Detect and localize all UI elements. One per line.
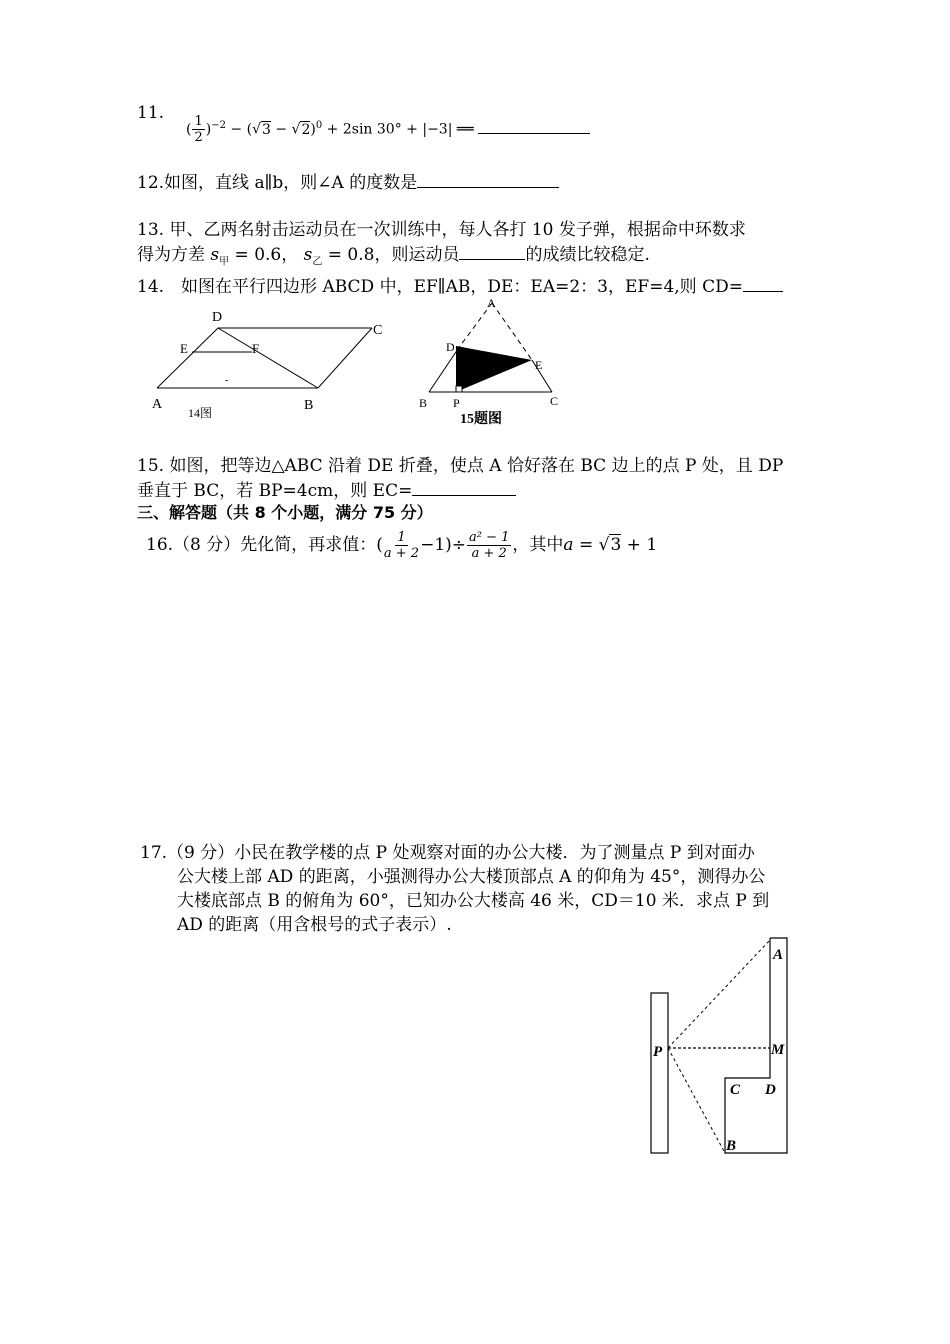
fig17-label-a: A [773, 947, 784, 963]
q15-line2: 垂直于 BC，若 BP=4cm，则 EC= [137, 476, 516, 501]
q16-sqrt3: 3 [610, 535, 622, 555]
figure-15 [412, 295, 572, 435]
fig17-label-c: C [730, 1082, 741, 1098]
fig14-label-b: B [304, 398, 314, 413]
fig14-dot: - [225, 375, 229, 386]
figure-14 [140, 300, 400, 430]
fig14-side-bc [318, 328, 372, 388]
q14-text: 14. 如图在平行四边形 ABCD 中，EF∥AB，DE：EA=2：3，EF=4,则 CD= [137, 272, 783, 297]
q12-text: 12.如图，直线 a∥b，则∠A 的度数是 [137, 168, 559, 193]
q17-line4: AD 的距离（用含根号的式子表示）. [177, 915, 452, 935]
fig14-label-a: A [152, 397, 163, 412]
fig14-side-ad [157, 328, 218, 388]
fig15-folded-triangle [456, 346, 532, 392]
q17-line2: 公大楼上部 AD 的距离，小强测得办公大楼顶部点 A 的仰角为 45°，测得办公 [177, 867, 766, 887]
q11-sqrt2: 2 [301, 121, 311, 138]
fig17-label-p: P [653, 1044, 663, 1060]
q11-number: 11. [137, 103, 165, 123]
fig15-label-b: B [419, 396, 428, 410]
q11-answer-blank[interactable] [478, 133, 590, 134]
fig17-label-m: M [771, 1042, 785, 1058]
fig14-label-d: D [212, 310, 223, 325]
q16-fraction-2: $\frac{\text{a² − 1}}{a + 2}$ [469, 530, 510, 561]
q13-answer-blank[interactable] [459, 259, 525, 260]
variance-symbol: s [210, 245, 220, 265]
fig14-label-e: E [180, 341, 188, 356]
q15-line1: 15. 如图，把等边△ABC 沿着 DE 折叠，使点 A 恰好落在 BC 边上的点 P 处，且 DP [137, 456, 784, 476]
q11-half-fraction: $\frac{1}{2}$ [194, 114, 203, 145]
fig14-db [218, 328, 318, 388]
section-3-title: 三、解答题（共 8 个小题，满分 75 分） [137, 503, 433, 522]
q11-exponent: −2 [211, 119, 226, 131]
fig15-label-a: A [487, 296, 496, 310]
fig15-right-angle-mark [456, 386, 462, 392]
q11-paren: ( [186, 121, 192, 138]
fig17-teaching-building [651, 993, 668, 1153]
q16-text: 16.（8 分）先化简，再求值：( $\frac{1}{a + 2}$ −1)÷ $\frac{\text{a² − 1}}{a + 2}$ ，其中a = √3 + 1 [146, 530, 658, 561]
q16-fraction-1: $\frac{1}{a + 2}$ [383, 530, 420, 561]
fig14-caption: 14图 [188, 406, 213, 420]
fig15-caption: 15题图 [460, 412, 502, 427]
fig15-side-ac-dashed [492, 303, 532, 360]
q14-answer-blank[interactable] [743, 291, 783, 292]
q12-answer-blank[interactable] [417, 187, 559, 188]
fig14-label-f: F [252, 341, 260, 356]
figure-17 [640, 930, 810, 1165]
fig15-label-e: E [535, 358, 543, 372]
q11-sqrt3: 3 [261, 121, 271, 138]
fig15-side-db [429, 346, 460, 392]
q13-line2: 得为方差 $s_甲 = 0.6$， $s_乙 = 0.8$，则运动员 的成绩比较稳定. [137, 245, 650, 268]
fig17-label-d: D [765, 1082, 776, 1098]
q15-answer-blank[interactable] [412, 495, 516, 496]
fig17-sightline-pa [668, 940, 770, 1048]
fig17-sightline-pb [668, 1048, 725, 1153]
fig15-label-c: C [550, 394, 559, 408]
q17-line3: 大楼底部点 B 的俯角为 60°，已知办公大楼高 46 米，CD＝10 米．求点 P 到 [177, 891, 770, 911]
fig15-label-p: P [453, 396, 460, 410]
fig14-label-c: C [373, 323, 383, 338]
q11-expression: ( $\frac{1}{2}$ )$^{-2} - (√3 - √2)^0 + 2\sin$ 30° + |−3| ══ [186, 114, 590, 145]
fig15-label-d: D [446, 340, 455, 354]
fig17-label-b: B [726, 1138, 737, 1154]
q13-line1: 13. 甲、乙两名射击运动员在一次训练中，每人各打 10 发子弹，根据命中环数求 [137, 220, 746, 240]
q17-line1: 17.（9 分）小民在教学楼的点 P 处观察对面的办公大楼．为了测量点 P 到对面办 [140, 843, 755, 863]
